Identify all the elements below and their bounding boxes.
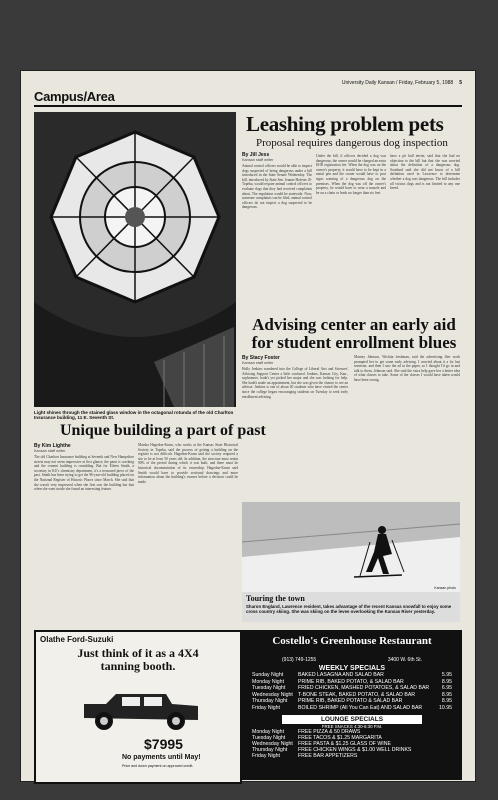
special-price: 8.95	[441, 678, 452, 685]
photo2-caption: Sharon England, Lawrence resident, takes advantage of the recent Kansas snowfall to enjoy some cross country skiing. She was skiing on the levee overlooking the Kansas River yesterday.	[246, 604, 452, 615]
special-day: Sunday Night	[252, 672, 284, 678]
skier-illustration	[242, 502, 460, 592]
special-price: 8.95	[441, 691, 452, 698]
ad1-offer: No payments until May!	[122, 754, 201, 761]
ad1-brand: Olathe Ford-Suzuki	[40, 635, 114, 644]
running-head-paper: University Daily Kansan / Friday, February 5, 1988	[341, 80, 454, 86]
weekly-special-row	[242, 685, 462, 692]
ford-suzuki-ad	[34, 630, 242, 784]
ad1-note: Price and down payment on approved credit.	[122, 764, 194, 768]
photo2-title: Touring the town	[246, 594, 305, 603]
newspaper-page	[20, 70, 476, 782]
running-head-page: 5	[459, 80, 462, 86]
costellos-ad	[242, 630, 462, 780]
story1-col2: Marsha Hagedon-Krum, who works at the Kansas State Historical Society in Topeka, said the process of getting a building on the register is not difficult. Hagedon-Krum said the society required a site to be at least 50 years old. In addition, the structure must retain 90% of the period during which it was built, and there must be historical documentation of its ownership. Hagedon-Krum said Smith would have to provide sectional drawings and more information about the building's owners before a decision could be made.	[138, 443, 238, 484]
ad2-lounge-title: LOUNGE SPECIALS	[282, 715, 422, 724]
lounge-special-row	[242, 753, 462, 759]
ad2-weekly-title: WEEKLY SPECIALS	[318, 665, 386, 672]
ad2-lounge-sub: FREE SNACKS 4:30-6:30 P.M.	[321, 723, 383, 729]
weekly-special-row	[242, 705, 462, 712]
lounge-item: FREE PIZZA & 50 DRAWS	[298, 728, 361, 735]
special-day: Friday Night	[252, 704, 280, 711]
weekly-special-row	[242, 679, 462, 686]
stained-glass-illustration	[34, 112, 236, 407]
story2-headline: Leashing problem pets	[246, 112, 444, 136]
special-price: 8.95	[441, 698, 452, 705]
ad2-phone: (913) 749-1255	[282, 657, 317, 663]
special-item: T-BONE STEAK, BAKED POTATO, & SALAD BAR	[298, 691, 416, 698]
section-title: Campus/Area	[34, 89, 115, 104]
special-item: FRIED CHICKEN, MASHED POTATOES, & SALAD BAR	[298, 685, 430, 692]
lounge-item: FREE TACOS & $1.25 MARGARITA	[298, 734, 382, 741]
story1-headline: Unique building a part of past	[60, 422, 266, 439]
suzuki-jeep-icon	[76, 690, 206, 732]
section-rule	[34, 105, 462, 107]
story2-col3: have a pit bull terrier, said that she had no objection to the bill but that she was worried about the definition of a dangerous dog. Southard said she did not know of a bill definition used in Lawrence to determine whether a dog was dangerous. The bill includes all vicious dogs and is not limited to any one breed.	[390, 154, 460, 191]
special-item: PRIME RIB, BAKED POTATO, & SALAD BAR	[298, 678, 404, 685]
lounge-item: FREE PASTA & $1.25 GLASS OF WINE	[298, 740, 391, 747]
story1-byline-sub: Kansan staff writer	[34, 449, 66, 453]
story3-byline-sub: Kansan staff writer	[242, 361, 274, 365]
lounge-day: Tuesday Night	[252, 734, 286, 741]
story3-byline: By Stacy Foster	[242, 355, 280, 361]
weekly-special-row	[242, 692, 462, 699]
story2-byline: By Jill Jess	[242, 152, 270, 158]
ad1-price: $7995	[144, 736, 183, 752]
story2-byline-sub: Kansan staff writer	[242, 158, 274, 162]
weekly-specials-list	[242, 672, 462, 712]
special-item: BAKED LASAGNA AND SALAD BAR	[298, 672, 384, 678]
special-price: 6.95	[441, 685, 452, 692]
photo2-credit: Kansan photo	[434, 586, 456, 590]
story3-col2: Marney Johnson, Wichita freshman, said the advertising flier work prompted her to get some early advising. I worried about it a lot last semester, and then I saw the ad in the paper, so I thought I'd go in and talk to them, Johnson said. She said the extra help gave her a better idea of what classes to take. Some of the classes I would have taken would have been wrong.	[354, 355, 460, 382]
special-item: PRIME RIB, BAKED POTATO & SALAD BAR	[298, 698, 403, 705]
lounge-day: Friday Night	[252, 752, 280, 759]
stained-glass-photo	[34, 112, 236, 407]
lounge-day: Wednesday Night	[252, 740, 293, 747]
lounge-day: Thursday Night	[252, 746, 288, 753]
lounge-day: Monday Night	[252, 728, 285, 735]
skier-photo	[242, 502, 460, 622]
special-item: BOILED SHRIMP (All You Can Eat) AND SALAD BAR	[298, 704, 423, 711]
special-day: Thursday Night	[252, 698, 288, 705]
story2-col1: Animal control officers would be able to inspect dogs suspected of being dangerous under a bill introduced in the State Senate Wednesday. The bill, introduced by State Sen. Jeanne Hoferer, R-Topeka, would require animal control officers to evaluate dogs that they had received complaints about. The regulation would be statewide. Now, someone complaints can be filed, animal control officers do not inspect a dog suspected to be dangerous.	[242, 164, 312, 210]
story1-col1: The old Charlton Insurance building at Seventh and New Hampshire streets may not seem impressive at first glance; the paint is cracking and the cement building is crumbling. But for Eileen Smith, a secretary in KU's chemistry department, it's a treasured piece of the past. Smith has been trying to get the 96-year-old building placed on the National Register of Historic Places since March. She said that she wasn't very impressed when she first saw the building but that when she went inside she found an interesting feature.	[34, 455, 134, 492]
story2-col2: Under the bill, if officers decided a dog was dangerous, the owner would be charged an extra $100 registration fee. When the dog was on the owner's property, it would have to be kept in a metal pen and the owner would have to post signs warning of a dangerous dog on the premises. When the dog was off the owner's property, he would have to wear a muzzle and be on a chain or leash no longer than six feet.	[316, 154, 386, 195]
lounge-item: FREE CHICKEN WINGS & $1.00 WELL DRINKS	[298, 746, 412, 753]
lounge-item: FREE BAR APPETIZERS	[298, 752, 358, 759]
special-day: Tuesday Night	[252, 685, 286, 692]
ad1-tagline: Just think of it as a 4X4 tanning booth.	[77, 646, 199, 673]
story2-deck: Proposal requires dangerous dog inspection	[256, 137, 448, 149]
special-day: Wednesday Night	[252, 691, 293, 698]
special-day: Monday Night	[252, 678, 285, 685]
weekly-special-row	[242, 698, 462, 705]
story3-col1: Holly Jenkins wandered into the College of Liberal Arts and Sciences' Advising Support Center a little confused. Jenkins, Kansas City, Kan., sophomore, hadn't yet picked her major and she was looking for help. She hadn't made an appointment, but she was given the chance to see an advisor. Jenkins is one of about 20 students who have visited the center since the college began encouraging students on Tuesday to seek early enrollment advising.	[242, 367, 348, 399]
special-price: 5.95	[441, 672, 452, 678]
story1-byline: By Kim Lighthe	[34, 443, 71, 449]
photo1-caption: Light shines through the stained glass window in the octagonal rotunda of the old Charlton Insurance building, 11 E. Seventh St.	[34, 410, 234, 421]
weekly-special-row	[242, 672, 462, 679]
story3-headline: Advising center an early aid for student enrollment blues	[251, 315, 457, 352]
special-price: 10.95	[439, 704, 452, 711]
ad2-title: Costello's Greenhouse Restaurant	[272, 635, 432, 647]
ad2-contact	[242, 647, 462, 663]
lounge-specials-list	[242, 729, 462, 759]
ad2-address: 3400 W. 6th St.	[387, 657, 422, 663]
